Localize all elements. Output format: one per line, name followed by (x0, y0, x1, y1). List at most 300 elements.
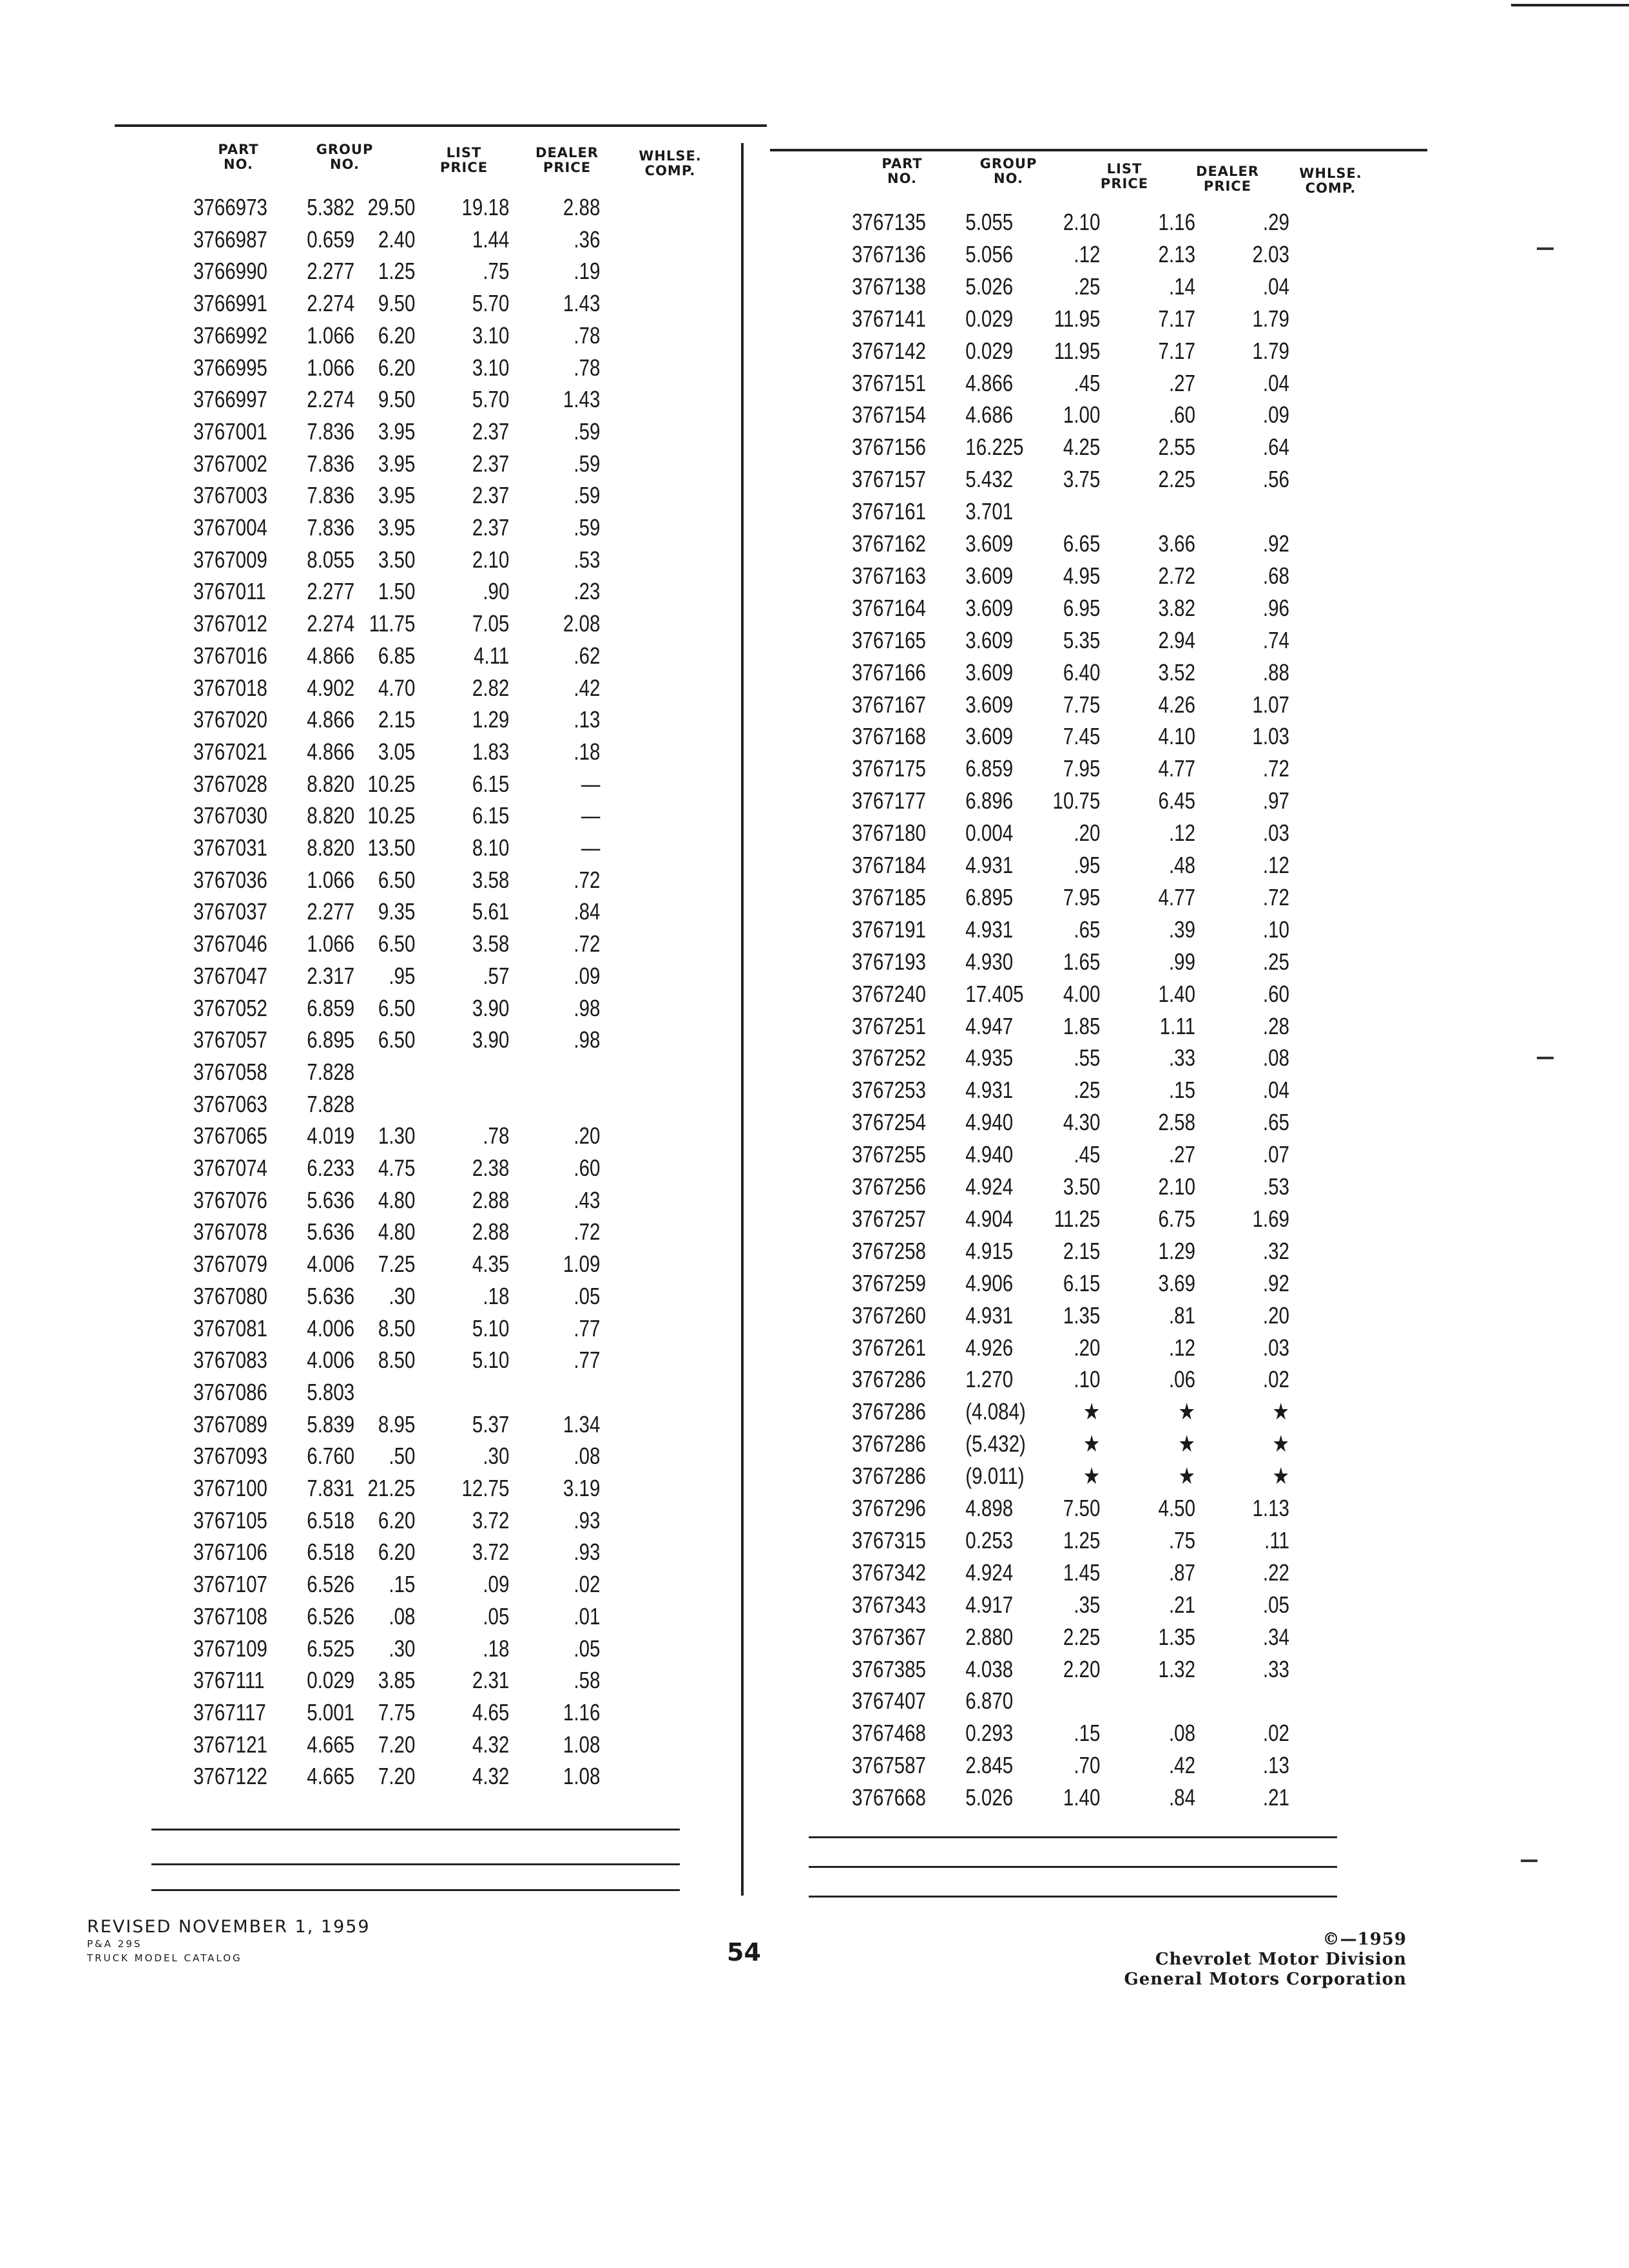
group-no-cell: 7.828 (307, 1090, 355, 1117)
whlse-comp-cell: .72 (1262, 883, 1289, 910)
group-no-cell: 3.609 (965, 723, 1014, 750)
margin-mark (1537, 247, 1554, 250)
dealer-price-cell: 5.10 (472, 1347, 510, 1374)
dealer-price-cell: 7.05 (472, 610, 510, 637)
list-price-cell: ★ (1083, 1430, 1101, 1457)
part-no-cell: 3767156 (852, 434, 926, 461)
whlse-comp-cell: .43 (574, 1186, 601, 1213)
group-no-cell: 5.026 (965, 273, 1014, 300)
dealer-price-cell: 1.35 (1158, 1623, 1195, 1650)
dealer-price-cell: 19.18 (461, 194, 510, 220)
list-price-cell: 6.20 (378, 354, 416, 381)
list-price-cell: 6.65 (1063, 530, 1101, 557)
list-price-cell: 1.00 (1063, 401, 1101, 428)
list-price-cell: .30 (389, 1635, 416, 1662)
dealer-price-cell: .12 (1168, 1334, 1195, 1361)
group-no-cell: 7.828 (307, 1058, 355, 1085)
part-no-cell: 3767296 (852, 1495, 926, 1521)
group-no-cell: 5.432 (965, 466, 1014, 493)
whlse-comp-cell: .23 (574, 578, 601, 605)
catalog-name: TRUCK MODEL CATALOG (87, 1952, 242, 1964)
part-no-cell: 3767138 (852, 273, 926, 300)
dealer-price-cell: 3.72 (472, 1539, 510, 1566)
list-price-cell: 3.95 (378, 450, 416, 477)
dealer-price-cell: 2.31 (472, 1667, 510, 1694)
dealer-price-cell: 7.17 (1158, 337, 1195, 364)
list-price-cell: 4.30 (1063, 1109, 1101, 1136)
group-no-cell: 6.525 (307, 1635, 355, 1662)
list-price-cell: 7.95 (1063, 883, 1101, 910)
part-no-cell: 3767154 (852, 401, 926, 428)
group-no-cell: 5.056 (965, 240, 1014, 267)
part-no-cell: 3767093 (193, 1443, 267, 1470)
group-no-cell: 6.895 (307, 1026, 355, 1053)
group-no-cell: 4.931 (965, 916, 1014, 943)
whlse-comp-cell: .20 (574, 1122, 601, 1149)
dealer-price-cell: 5.70 (472, 290, 510, 317)
dealer-price-cell: 4.32 (472, 1763, 510, 1790)
whlse-comp-cell: .28 (1262, 1012, 1289, 1039)
whlse-comp-cell: .60 (1262, 980, 1289, 1007)
part-no-cell: 3767058 (193, 1058, 267, 1085)
whlse-comp-cell: .18 (574, 738, 601, 765)
whlse-comp-cell: .59 (574, 418, 601, 445)
group-no-cell: 4.915 (965, 1237, 1014, 1264)
list-price-cell: 4.95 (1063, 562, 1101, 589)
footer-right (1124, 1930, 1407, 1990)
header-whlse-comp-right: WHLSE. COMP. (1299, 166, 1362, 196)
group-no-cell: 8.820 (307, 834, 355, 861)
whlse-comp-cell: .98 (574, 994, 601, 1021)
whlse-comp-cell: .97 (1262, 787, 1289, 814)
dealer-price-cell: 3.58 (472, 866, 510, 893)
list-price-cell: 3.50 (378, 546, 416, 573)
dealer-price-cell: 1.40 (1158, 980, 1195, 1007)
dealer-price-cell: .57 (483, 962, 510, 989)
dealer-price-cell: .42 (1168, 1752, 1195, 1779)
whlse-comp-cell: 1.43 (563, 290, 601, 317)
dealer-price-cell: 2.37 (472, 482, 510, 509)
dealer-price-cell: .27 (1168, 1141, 1195, 1168)
whlse-comp-cell: .59 (574, 514, 601, 541)
dealer-price-cell: .78 (483, 1122, 510, 1149)
whlse-comp-cell: .78 (574, 322, 601, 349)
copyright: ©—1959 (1322, 1930, 1407, 1949)
list-price-cell: 7.20 (378, 1763, 416, 1790)
dealer-price-cell: 2.94 (1158, 626, 1195, 653)
group-no-cell: 6.526 (307, 1571, 355, 1598)
dealer-price-cell: .75 (483, 258, 510, 285)
part-no-cell: 3766991 (193, 290, 267, 317)
dealer-price-cell: 6.45 (1158, 787, 1195, 814)
whlse-comp-cell: 1.43 (563, 386, 601, 413)
dealer-price-cell: 6.15 (472, 802, 510, 829)
dealer-price-cell: 3.58 (472, 930, 510, 957)
dealer-price-cell: .18 (483, 1635, 510, 1662)
dealer-price-cell: 3.69 (1158, 1269, 1195, 1296)
group-no-cell: (5.432) (965, 1430, 1026, 1457)
list-price-cell: 21.25 (367, 1475, 416, 1501)
dealer-price-cell: 4.50 (1158, 1495, 1195, 1521)
list-price-cell: 6.20 (378, 1539, 416, 1566)
whlse-comp-cell: .92 (1262, 530, 1289, 557)
part-no-cell: 3767259 (852, 1269, 926, 1296)
group-no-cell: 6.518 (307, 1539, 355, 1566)
part-no-cell: 3767385 (852, 1655, 926, 1682)
group-no-cell: 4.866 (307, 706, 355, 733)
list-price-cell: .70 (1074, 1752, 1101, 1779)
list-price-cell: 10.75 (1052, 787, 1101, 814)
list-price-cell: 1.25 (378, 258, 416, 285)
dealer-price-cell: 5.10 (472, 1314, 510, 1341)
dealer-price-cell: .33 (1168, 1044, 1195, 1072)
list-price-cell: 7.95 (1063, 755, 1101, 782)
dealer-price-cell: 3.82 (1158, 594, 1195, 621)
part-no-cell: 3767164 (852, 594, 926, 621)
group-no-cell: 2.274 (307, 610, 355, 637)
group-no-cell: 4.935 (965, 1044, 1014, 1072)
group-no-cell: 4.006 (307, 1347, 355, 1374)
group-no-cell: 16.225 (965, 434, 1024, 461)
group-no-cell: 6.859 (307, 994, 355, 1021)
whlse-comp-cell: .11 (1264, 1526, 1289, 1553)
group-no-cell: 8.055 (307, 546, 355, 573)
dealer-price-cell: ★ (1178, 1398, 1195, 1425)
list-price-cell: 4.00 (1063, 980, 1101, 1007)
part-no-cell: 3767177 (852, 787, 926, 814)
whlse-comp-cell: 2.03 (1252, 240, 1289, 267)
catalog-code: P&A 29S (87, 1938, 142, 1950)
whlse-comp-cell: .36 (574, 226, 601, 253)
whlse-comp-cell: .53 (1262, 1173, 1289, 1200)
whlse-comp-cell: .32 (1262, 1237, 1289, 1264)
part-no-cell: 3767286 (852, 1366, 926, 1393)
list-price-cell: 5.35 (1063, 626, 1101, 653)
group-no-cell: 5.636 (307, 1218, 355, 1245)
group-no-cell: 4.940 (965, 1109, 1014, 1136)
list-price-cell: .45 (1074, 1141, 1101, 1168)
part-no-cell: 3767105 (193, 1506, 267, 1533)
part-no-cell: 3767315 (852, 1526, 926, 1553)
dealer-price-cell: .05 (483, 1602, 510, 1629)
group-no-cell: 5.001 (307, 1698, 355, 1725)
part-no-cell: 3767057 (193, 1026, 267, 1053)
whlse-comp-cell: .53 (574, 546, 601, 573)
list-price-cell: .35 (1074, 1591, 1101, 1618)
group-no-cell: 6.526 (307, 1602, 355, 1629)
part-no-cell: 3767117 (193, 1698, 266, 1725)
list-price-cell: .25 (1074, 1077, 1101, 1104)
group-no-cell: 1.066 (307, 866, 355, 893)
part-no-cell: 3767367 (852, 1623, 926, 1650)
list-price-cell: .95 (389, 962, 416, 989)
group-no-cell: 4.686 (965, 401, 1014, 428)
dealer-price-cell: 4.35 (472, 1251, 510, 1278)
part-no-cell: 3767106 (193, 1539, 267, 1566)
whlse-comp-cell: ★ (1272, 1463, 1289, 1490)
part-no-cell: 3767256 (852, 1173, 926, 1200)
dealer-price-cell: 2.38 (472, 1155, 510, 1181)
group-no-cell: 4.931 (965, 852, 1014, 878)
whlse-comp-cell: .88 (1262, 658, 1289, 686)
group-no-cell: 4.926 (965, 1334, 1014, 1361)
group-no-cell: 4.947 (965, 1012, 1014, 1039)
part-no-cell: 3767109 (193, 1635, 267, 1662)
part-no-cell: 3767254 (852, 1109, 926, 1136)
part-no-cell: 3767086 (193, 1378, 267, 1405)
list-price-cell: 3.95 (378, 482, 416, 509)
whlse-comp-cell: .20 (1262, 1302, 1289, 1329)
dealer-price-cell: 3.10 (472, 322, 510, 349)
dealer-price-cell: .60 (1168, 401, 1195, 428)
dealer-price-cell: .84 (1168, 1784, 1195, 1811)
dealer-price-cell: 6.75 (1158, 1205, 1195, 1232)
list-price-cell: 4.70 (378, 674, 416, 701)
group-no-cell: 0.659 (307, 226, 355, 253)
whlse-comp-cell: .77 (574, 1347, 601, 1374)
group-no-cell: 4.038 (965, 1655, 1014, 1682)
list-price-cell: 2.25 (1063, 1623, 1101, 1650)
list-price-cell: .15 (389, 1571, 416, 1598)
part-no-cell: 3767107 (193, 1571, 267, 1598)
bottom-rule (809, 1866, 1337, 1868)
dealer-price-cell: 4.65 (472, 1698, 510, 1725)
list-price-cell: 9.50 (378, 290, 416, 317)
part-no-cell: 3767012 (193, 610, 267, 637)
group-no-cell: 4.906 (965, 1269, 1014, 1296)
group-no-cell: 4.924 (965, 1559, 1014, 1586)
group-no-cell: 5.636 (307, 1282, 355, 1309)
group-no-cell: 7.836 (307, 450, 355, 477)
part-no-cell: 3767065 (193, 1122, 267, 1149)
dealer-price-cell: 4.26 (1158, 691, 1195, 718)
part-no-cell: 3767193 (852, 948, 926, 975)
list-price-cell: 8.95 (378, 1410, 416, 1437)
group-no-cell: 2.317 (307, 962, 355, 989)
list-price-cell: ★ (1083, 1398, 1101, 1425)
part-no-cell: 3767111 (193, 1667, 265, 1694)
group-no-cell: 3.609 (965, 626, 1014, 653)
whlse-comp-cell: — (581, 802, 601, 829)
whlse-comp-cell: .09 (574, 962, 601, 989)
list-price-cell: 7.50 (1063, 1495, 1101, 1521)
list-price-cell: .45 (1074, 369, 1101, 396)
part-no-cell: 3767081 (193, 1314, 267, 1341)
part-no-cell: 3767004 (193, 514, 267, 541)
whlse-comp-cell: .04 (1262, 273, 1289, 300)
dealer-price-cell: 8.10 (472, 834, 510, 861)
list-price-cell: 11.25 (1054, 1205, 1101, 1232)
dealer-price-cell: 3.90 (472, 1026, 510, 1053)
part-no-cell: 3767089 (193, 1410, 267, 1437)
dealer-price-cell: 3.90 (472, 994, 510, 1021)
group-no-cell: 0.293 (965, 1720, 1014, 1747)
part-no-cell: 3767122 (193, 1763, 267, 1790)
list-price-cell: 4.80 (378, 1186, 416, 1213)
corporation: General Motors Corporation (1124, 1970, 1407, 1989)
group-no-cell: 2.277 (307, 578, 355, 605)
whlse-comp-cell: 1.69 (1252, 1205, 1289, 1232)
group-no-cell: 6.895 (965, 883, 1014, 910)
whlse-comp-cell: .56 (1262, 466, 1289, 493)
header-dealer-price: DEALER PRICE (535, 145, 599, 175)
whlse-comp-cell: — (581, 770, 601, 797)
list-price-cell: 9.50 (378, 386, 416, 413)
whlse-comp-cell: .02 (1262, 1720, 1289, 1747)
list-price-cell: .65 (1074, 916, 1101, 943)
group-no-cell: 1.066 (307, 322, 355, 349)
group-no-cell: 2.274 (307, 386, 355, 413)
bottom-rule (151, 1889, 680, 1891)
group-no-cell: 6.859 (965, 755, 1014, 782)
group-no-cell: 4.665 (307, 1731, 355, 1758)
dealer-price-cell: .39 (1168, 916, 1195, 943)
list-price-cell: 1.35 (1063, 1302, 1101, 1329)
list-price-cell: 6.20 (378, 322, 416, 349)
whlse-comp-cell: ★ (1272, 1430, 1289, 1457)
whlse-comp-cell: .96 (1262, 594, 1289, 621)
list-price-cell: .30 (389, 1282, 416, 1309)
dealer-price-cell: 6.15 (472, 770, 510, 797)
whlse-comp-cell: .92 (1262, 1269, 1289, 1296)
dealer-price-cell: 1.11 (1159, 1012, 1195, 1039)
whlse-comp-cell: .42 (574, 674, 601, 701)
list-price-cell: 7.25 (378, 1251, 416, 1278)
part-no-cell: 3767100 (193, 1475, 267, 1501)
list-price-cell: 2.15 (378, 706, 416, 733)
list-price-cell: .55 (1074, 1044, 1101, 1072)
group-no-cell: 6.896 (965, 787, 1014, 814)
part-no-cell: 3766990 (193, 258, 267, 285)
dealer-price-cell: .21 (1168, 1591, 1195, 1618)
dealer-price-cell: .99 (1168, 948, 1195, 975)
part-no-cell: 3767286 (852, 1463, 926, 1490)
whlse-comp-cell: .21 (1262, 1784, 1289, 1811)
whlse-comp-cell: .93 (574, 1506, 601, 1533)
group-no-cell: 5.026 (965, 1784, 1014, 1811)
whlse-comp-cell: .72 (574, 930, 601, 957)
group-no-cell: 17.405 (965, 980, 1024, 1007)
whlse-comp-cell: .01 (574, 1602, 601, 1629)
group-no-cell: 6.233 (307, 1155, 355, 1181)
part-no-cell: 3767260 (852, 1302, 926, 1329)
group-no-cell: 4.930 (965, 948, 1014, 975)
whlse-comp-cell: .04 (1262, 369, 1289, 396)
part-no-cell: 3767037 (193, 898, 267, 925)
part-no-cell: 3767163 (852, 562, 926, 589)
list-price-cell: 4.80 (378, 1218, 416, 1245)
part-no-cell: 3767003 (193, 482, 267, 509)
part-no-cell: 3767080 (193, 1282, 267, 1309)
dealer-price-cell: .12 (1168, 820, 1195, 847)
part-no-cell: 3767018 (193, 674, 267, 701)
part-no-cell: 3767166 (852, 658, 926, 686)
part-no-cell: 3767258 (852, 1237, 926, 1264)
column-divider (741, 143, 744, 1896)
part-no-cell: 3767136 (852, 240, 926, 267)
dealer-price-cell: 1.29 (1158, 1237, 1195, 1264)
list-price-cell: 1.30 (378, 1122, 416, 1149)
dealer-price-cell: .27 (1168, 369, 1195, 396)
whlse-comp-cell: .59 (574, 482, 601, 509)
part-no-cell: 3767162 (852, 530, 926, 557)
whlse-comp-cell: 1.79 (1252, 305, 1289, 332)
list-price-cell: 2.20 (1063, 1655, 1101, 1682)
part-no-cell: 3767046 (193, 930, 267, 957)
group-no-cell: 2.277 (307, 898, 355, 925)
group-no-cell: 4.866 (307, 738, 355, 765)
whlse-comp-cell: .33 (1262, 1655, 1289, 1682)
header-part-no-right: PART NO. (882, 156, 923, 186)
part-no-cell: 3767255 (852, 1141, 926, 1168)
whlse-comp-cell: .84 (574, 898, 601, 925)
dealer-price-cell: 2.37 (472, 450, 510, 477)
dealer-price-cell: 4.77 (1158, 883, 1195, 910)
dealer-price-cell: 12.75 (461, 1475, 510, 1501)
dealer-price-cell: .81 (1168, 1302, 1195, 1329)
group-no-cell: 2.845 (965, 1752, 1014, 1779)
whlse-comp-cell: .68 (1262, 562, 1289, 589)
dealer-price-cell: 3.72 (472, 1506, 510, 1533)
group-no-cell: 5.803 (307, 1378, 355, 1405)
part-no-cell: 3767047 (193, 962, 267, 989)
group-no-cell: 2.274 (307, 290, 355, 317)
group-no-cell: 4.006 (307, 1314, 355, 1341)
part-no-cell: 3767142 (852, 337, 926, 364)
whlse-comp-cell: .10 (1262, 916, 1289, 943)
dealer-price-cell: .06 (1168, 1366, 1195, 1393)
whlse-comp-cell: .19 (574, 258, 601, 285)
dealer-price-cell: 2.72 (1158, 562, 1195, 589)
group-no-cell: 4.904 (965, 1205, 1014, 1232)
list-price-cell: 7.75 (1063, 691, 1101, 718)
whlse-comp-cell: .13 (574, 706, 601, 733)
dealer-price-cell: .90 (483, 578, 510, 605)
whlse-comp-cell: 1.03 (1252, 723, 1289, 750)
dealer-price-cell: .30 (483, 1443, 510, 1470)
header-part-no: PART NO. (218, 142, 259, 172)
part-no-cell: 3767253 (852, 1077, 926, 1104)
list-price-cell: .20 (1074, 1334, 1101, 1361)
group-no-cell: 4.931 (965, 1077, 1014, 1104)
dealer-price-cell: 2.82 (472, 674, 510, 701)
whlse-comp-cell: .98 (574, 1026, 601, 1053)
list-price-cell: 3.95 (378, 418, 416, 445)
list-price-cell: 6.50 (378, 930, 416, 957)
part-no-cell: 3767261 (852, 1334, 926, 1361)
page-number: 54 (727, 1938, 761, 1966)
whlse-comp-cell: .78 (574, 354, 601, 381)
group-no-cell: 7.831 (307, 1475, 355, 1501)
group-no-cell: 6.760 (307, 1443, 355, 1470)
group-no-cell: 6.870 (965, 1687, 1014, 1715)
list-price-cell: 7.75 (378, 1698, 416, 1725)
dealer-price-cell: .18 (483, 1282, 510, 1309)
whlse-comp-cell: 1.79 (1252, 337, 1289, 364)
whlse-comp-cell: .62 (574, 642, 601, 669)
dealer-price-cell: 4.32 (472, 1731, 510, 1758)
part-no-cell: 3767020 (193, 706, 267, 733)
dealer-price-cell: 2.58 (1158, 1109, 1195, 1136)
list-price-cell: 3.50 (1063, 1173, 1101, 1200)
top-rule-left (115, 124, 767, 127)
part-no-cell: 3767009 (193, 546, 267, 573)
group-no-cell: 4.006 (307, 1251, 355, 1278)
whlse-comp-cell: .58 (574, 1667, 601, 1694)
part-no-cell: 3767074 (193, 1155, 267, 1181)
dealer-price-cell: 3.10 (472, 354, 510, 381)
group-no-cell: 7.836 (307, 418, 355, 445)
